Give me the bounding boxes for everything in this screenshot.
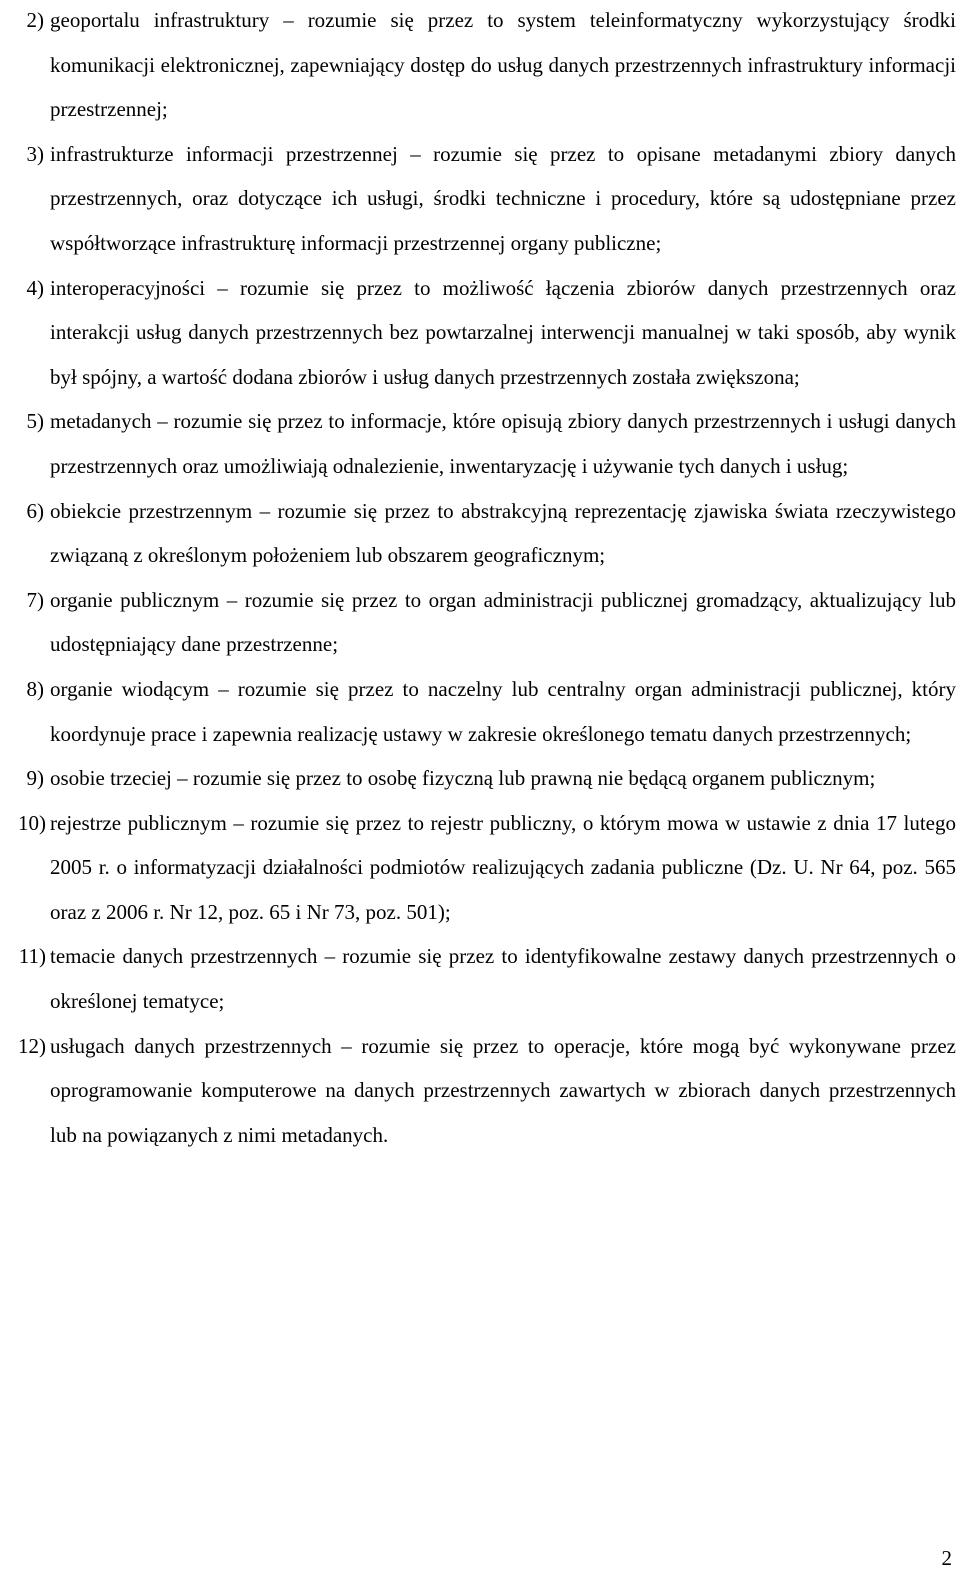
list-item-text: rejestrze publicznym – rozumie się przez to rejestr publiczny, o którym mowa w ustawie z dnia 17 lutego 2005 r. o informatyzacji działalności podmiotów realizujących zadania publiczne (Dz. U. Nr 64, poz. 565 oraz z 2006 r. Nr 12, poz. 65 i Nr 73, poz. 501);: [50, 810, 956, 924]
list-item-8: [0, 667, 956, 756]
list-item-text: infrastrukturze informacji przestrzennej – rozumie się przez to opisane metadanymi zbiory danych przestrzennych, oraz dotyczące ich usługi, środki techniczne i procedury, które są udostępniane przez współtworzące infrastrukturę informacji przestrzennej organy publiczne;: [50, 141, 956, 255]
list-item-number: 4): [26, 275, 44, 300]
list-item-12: [0, 1024, 956, 1158]
list-item-text: geoportalu infrastruktury – rozumie się przez to system teleinformatyczny wykorzystujący środki komunikacji elektronicznej, zapewniający dostęp do usług danych przestrzennych infrastruktury informacji przestrzennej;: [50, 8, 956, 122]
list-item-9: [0, 756, 956, 801]
list-item-number: 12): [18, 1033, 46, 1058]
list-item-number: 6): [26, 498, 44, 523]
list-item-6: [0, 489, 956, 578]
list-item-text: osobie trzeciej – rozumie się przez to osobę fizyczną lub prawną nie będącą organem publicznym;: [50, 766, 876, 791]
list-item-10: [0, 801, 956, 935]
list-item-number: 5): [26, 409, 44, 434]
list-item-text: interoperacyjności – rozumie się przez to możliwość łączenia zbiorów danych przestrzennych oraz interakcji usług danych przestrzennych bez powtarzalnej interwencji manualnej w taki sposób, aby wynik był spójny, a wartość dodana zbiorów i usług danych przestrzennych została zwiększona;: [50, 275, 956, 389]
list-item-number: 10): [18, 810, 46, 835]
list-item-text: organie wiodącym – rozumie się przez to naczelny lub centralny organ administracji publicznej, który koordynuje prace i zapewnia realizację ustawy w zakresie określonego tematu danych przestrzennych;: [50, 676, 956, 746]
list-item-2: [0, 0, 956, 132]
list-item-7: [0, 578, 956, 667]
list-item-number: 2): [26, 8, 44, 32]
list-item-4: [0, 266, 956, 400]
list-item-number: 9): [26, 766, 44, 791]
list-item-text: organie publicznym – rozumie się przez to organ administracji publicznej gromadzący, aktualizujący lub udostępniający dane przestrzenne;: [50, 587, 956, 657]
list-item-text: obiekcie przestrzennym – rozumie się przez to abstrakcyjną reprezentację zjawiska świata rzeczywistego związaną z określonym położeniem lub obszarem geograficznym;: [50, 498, 956, 568]
list-item-text: usługach danych przestrzennych – rozumie się przez to operacje, które mogą być wykonywane przez oprogramowanie komputerowe na danych przestrzennych zawartych w zbiorach danych przestrzennych lub na powiązanych z nimi metadanych.: [50, 1033, 956, 1147]
list-item-number: 8): [26, 676, 44, 701]
list-item-number: 3): [26, 141, 44, 166]
list-item-text: temacie danych przestrzennych – rozumie się przez to identyfikowalne zestawy danych przestrzennych o określonej tematyce;: [50, 944, 956, 1014]
page-number: 2: [941, 1546, 952, 1570]
list-item-text: metadanych – rozumie się przez to informacje, które opisują zbiory danych przestrzennych i usługi danych przestrzennych oraz umożliwiają odnalezienie, inwentaryzację i używanie tych danych i usług;: [50, 409, 956, 478]
list-item-11: [0, 934, 956, 1023]
list-item-5: [0, 399, 956, 488]
list-item-3: [0, 132, 956, 266]
list-item-number: 11): [18, 944, 46, 969]
list-item-number: 7): [26, 587, 44, 612]
